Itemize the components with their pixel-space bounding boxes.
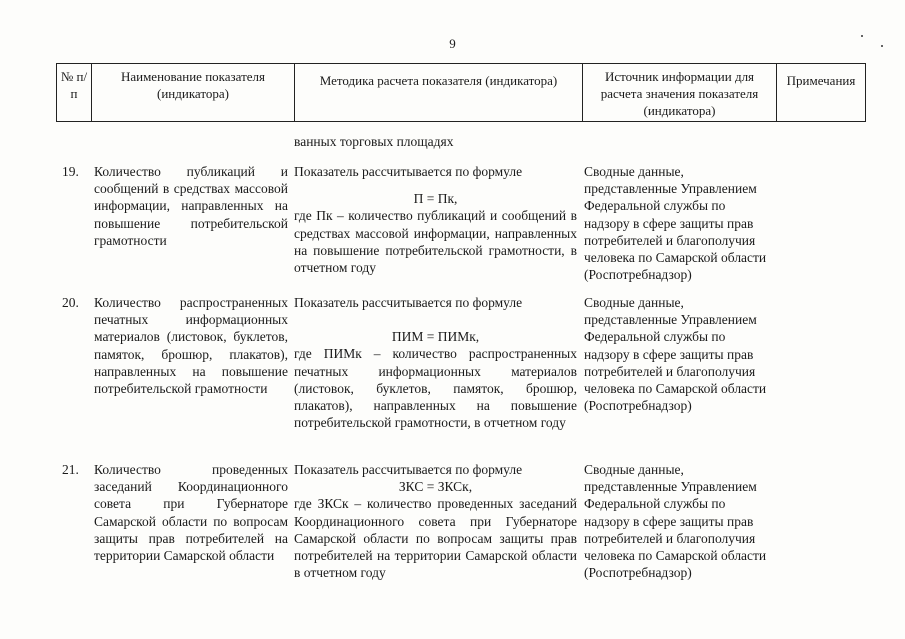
method-intro: Показатель рассчитывается по формуле — [294, 462, 523, 477]
method-intro: Показатель рассчитывается по формуле — [294, 164, 523, 179]
indicator-name: Количество проведенных заседаний Координационного совета при Губернаторе Самарской области по вопросам защиты прав потребителей на территории Самарской области — [94, 462, 288, 564]
formula: ПИМ = ПИМк, — [391, 329, 480, 345]
header-col-source: Источник информации для расчета значения показателя (индикатора) — [583, 64, 777, 122]
header-col-method: Методика расчета показателя (индикатора) — [295, 64, 583, 122]
page-number: 9 — [449, 36, 456, 51]
header-col-name: Наименование показателя (индикатора) — [92, 64, 295, 122]
indicator-name: Количество распространенных печатных информационных материалов (листовок, буклетов, памяток, брошюр, плакатов), направленных на повышение потребительской грамотности — [94, 295, 288, 397]
scan-speck — [881, 45, 883, 47]
formula: П = Пк, — [413, 191, 458, 207]
row-number: 20. — [62, 295, 79, 310]
method-where: где Пк – количество публикаций и сообщений в средствах массовой информации, направленных на повышение потребительской грамотности, в отчетном году — [294, 208, 577, 276]
continuation-text: ванных торговых площадях — [294, 134, 454, 149]
information-source: Сводные данные, представленные Управлением Федеральной службы по надзору в сфере защиты прав потребителей и благополучия человека по Самарской области (Роспотребнадзор) — [584, 462, 767, 581]
information-source: Сводные данные, представленные Управлением Федеральной службы по надзору в сфере защиты прав потребителей и благополучия человека по Самарской области (Роспотребнадзор) — [584, 164, 767, 283]
information-source: Сводные данные, представленные Управлением Федеральной службы по надзору в сфере защиты прав потребителей и благополучия человека по Самарской области (Роспотребнадзор) — [584, 295, 767, 414]
method-where: где ПИМк – количество распространенных печатных информационных материалов (листовок, буклетов, памяток, брошюр, плакатов), направленных на повышение потребительской грамотности, в отчетном году — [294, 346, 577, 431]
calculation-method — [294, 163, 577, 276]
formula: ЗКС = ЗКСк, — [398, 479, 473, 495]
header-col-num: № п/п — [57, 64, 92, 122]
row-number: 21. — [62, 462, 79, 477]
method-where: где ЗКСк – количество проведенных заседаний Координационного совета при Губернаторе Самарской области по вопросам защиты прав потребителей на территории Самарской области в отчетном году — [294, 496, 577, 581]
header-col-notes: Примечания — [777, 64, 866, 122]
scan-speck — [861, 35, 863, 37]
method-intro: Показатель рассчитывается по формуле — [294, 295, 523, 310]
calculation-method — [294, 294, 577, 431]
table-header — [56, 63, 866, 122]
calculation-method — [294, 461, 577, 581]
row-number: 19. — [62, 164, 79, 179]
indicator-name: Количество публикаций и сообщений в средствах массовой информации, направленных на повышение потребительской грамотности — [94, 164, 288, 248]
